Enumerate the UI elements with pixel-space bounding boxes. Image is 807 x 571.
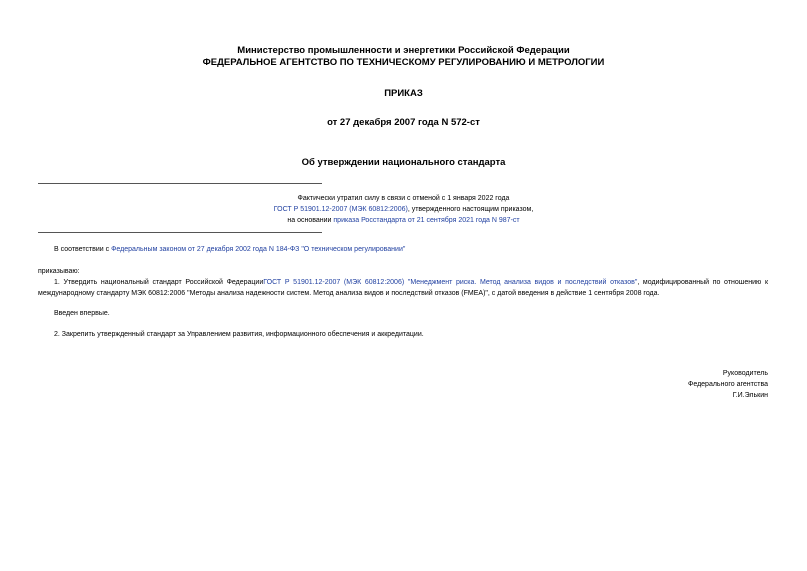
- preamble-prefix: В соответствии с: [54, 246, 110, 253]
- signature-name: Г.И.Элькин: [732, 392, 768, 399]
- status-note-line3-prefix: на основании: [287, 217, 332, 224]
- rosstandart-order-link[interactable]: приказа Росстандарта от 21 сентября 2021 года N 987-ст: [333, 217, 520, 224]
- signature-position-2: Федерального агентства: [688, 381, 768, 388]
- preamble-paragraph: [38, 244, 768, 255]
- status-note-line2-text: , утвержденного настоящим приказом,: [407, 206, 534, 213]
- item1-prefix: 1. Утвердить национальный стандарт Российской Федерации: [54, 279, 264, 286]
- order-date-number: от 27 декабря 2007 года N 572-ст: [327, 117, 480, 128]
- order-word: приказываю:: [38, 268, 80, 275]
- gost-item-link[interactable]: ГОСТ Р 51901.12-2007 (МЭК 60812:2006): [263, 279, 405, 286]
- federal-law-link[interactable]: Федеральным законом от 27 декабря 2002 года N 184-ФЗ "О техническом регулировании": [111, 246, 406, 253]
- agency-heading: ФЕДЕРАЛЬНОЕ АГЕНТСТВО ПО ТЕХНИЧЕСКОМУ РЕГУЛИРОВАНИЮ И МЕТРОЛОГИИ: [202, 57, 605, 68]
- item1-paragraph: [38, 277, 768, 299]
- gost-standard-link[interactable]: ГОСТ Р 51901.12-2007 (МЭК 60812:2006): [273, 206, 408, 213]
- signature-position-1: Руководитель: [722, 370, 768, 377]
- standard-title-link[interactable]: "Менеджмент риска. Метод анализа видов и последствий отказов": [407, 279, 638, 286]
- introduced-note: Введен впервые.: [54, 310, 110, 317]
- item2-paragraph: 2. Закрепить утвержденный стандарт за Управлением развития, информационного обеспечения и аккредитации.: [54, 331, 424, 338]
- order-subject: Об утверждении национального стандарта: [301, 157, 506, 168]
- status-note-line1: Фактически утратил силу в связи с отменой с 1 января 2022 года: [297, 195, 510, 202]
- order-title: ПРИКАЗ: [384, 88, 423, 99]
- divider-top: [38, 183, 322, 184]
- status-note-line2: [0, 206, 807, 213]
- item1-suffix: , модифицированный по отношению к международному стандарту МЭК 60812:2006 "Методы анализа надежности систем. Метод анализа видов и последствий отказов (FMEA)", с датой введения в действие 1 сентября 2008 года.: [38, 279, 769, 297]
- ministry-heading: Министерство промышленности и энергетики Российской Федерации: [237, 45, 570, 56]
- divider-bottom: [38, 232, 322, 233]
- status-note-line3: [0, 217, 807, 224]
